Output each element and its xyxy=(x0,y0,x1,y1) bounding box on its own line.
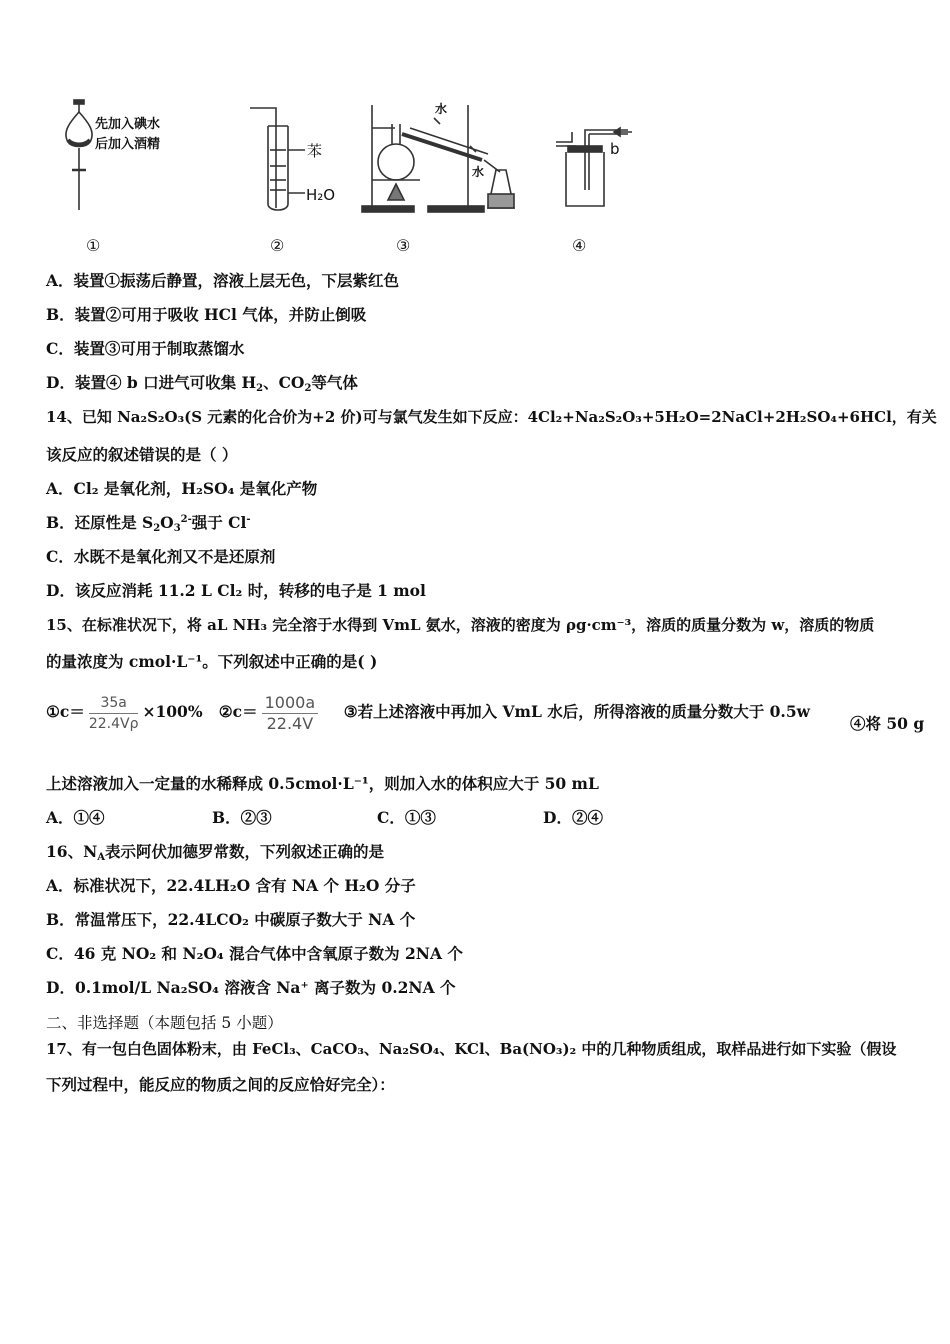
q15-s1-denominator: 22.4Vρ xyxy=(88,715,139,732)
funnel-text-2: 后加入酒精 xyxy=(95,137,161,152)
q15-s2-numerator: 1000a xyxy=(262,694,319,714)
q15-stem-line-3: 上述溶液加入一定量的水稀释成 0.5cmol·L⁻¹，则加入水的体积应大于 50 mL xyxy=(46,774,599,793)
q16-option-d: D．0.1mol/L Na₂SO₄ 溶液含 Na⁺ 离子数为 0.2NA 个 xyxy=(46,978,456,997)
q15-option-c: C．①③ xyxy=(377,808,436,827)
gas-bottle-drawing xyxy=(556,128,632,206)
test-tube-drawing xyxy=(250,108,305,210)
q15-s2-denominator: 22.4V xyxy=(266,713,314,733)
section-2-heading: 二、非选择题（本题包括 5 小题） xyxy=(46,1014,283,1032)
q15-s4: ④将 50 g xyxy=(850,714,925,733)
q13-option-b: B．装置②可用于吸收 HCl 气体，并防止倒吸 xyxy=(46,305,367,324)
q15-s2-fraction xyxy=(262,694,319,733)
q14-b-pre: B．还原性是 S xyxy=(46,513,154,532)
q15-s1-post: ×100% xyxy=(142,702,203,721)
q13-option-c: C．装置③可用于制取蒸馏水 xyxy=(46,339,245,358)
tube-label-benzene: 苯 xyxy=(307,142,323,160)
q15-stem-line-2: 的量浓度为 cmol·L⁻¹。下列叙述中正确的是( ) xyxy=(46,652,378,671)
distillation-apparatus-drawing xyxy=(362,105,514,212)
q15-option-b: B．②③ xyxy=(212,808,272,827)
water-label-top: 水 xyxy=(435,102,448,116)
q13-option-d: D．装置④ b 口进气可收集 $H_2$、$CO_2$等气体 xyxy=(46,373,358,394)
q14-option-d: D．该反应消耗 11.2 L Cl₂ 时，转移的电子是 1 mol xyxy=(46,581,426,600)
separatory-funnel-drawing xyxy=(66,100,92,210)
q15-s2-pre: ②c＝ xyxy=(218,702,258,721)
apparatus-label-1: ① xyxy=(86,236,101,255)
q15-s1-pre: ①c＝ xyxy=(46,702,85,721)
q14-option-c: C．水既不是氧化剂又不是还原剂 xyxy=(46,547,276,566)
q13-d-mid: 、CO xyxy=(263,373,305,392)
q15-s3: ③若上述溶液中再加入 VmL 水后，所得溶液的质量分数大于 0.5w xyxy=(343,702,810,721)
q15-statements xyxy=(46,690,810,734)
q16-option-b: B．常温常压下，22.4LCO₂ 中碳原子数大于 NA 个 xyxy=(46,910,416,929)
q13-d-pre: D．装置④ b 口进气可收集 H xyxy=(46,373,257,392)
q15-option-a: A．①④ xyxy=(46,808,105,827)
apparatus-label-2: ② xyxy=(270,236,285,255)
apparatus-label-4: ④ xyxy=(572,236,587,255)
apparatus-figure xyxy=(0,0,950,230)
tube-label-water: H₂O xyxy=(306,186,336,204)
q17-stem-line-1: 17、有一包白色固体粉末，由 FeCl₃、CaCO₃、Na₂SO₄、KCl、Ba(NO₃)₂ 中的几种物质组成，取样品进行如下实验（假设 xyxy=(46,1040,897,1058)
q15-options xyxy=(46,808,603,828)
q15-s1-numerator: 35a xyxy=(89,694,139,714)
q16-stem-pre: 16、N xyxy=(46,842,98,861)
q14-option-b: B．还原性是 $S_2O_3^{2-}$强于 Cl- xyxy=(46,513,251,534)
arrow-label-b: b xyxy=(610,140,620,158)
q16-option-c: C．46 克 NO₂ 和 N₂O₄ 混合气体中含氧原子数为 2NA 个 xyxy=(46,944,463,963)
q15-option-d: D．②④ xyxy=(543,808,603,827)
q14-stem-line-2: 该反应的叙述错误的是（ ） xyxy=(46,445,238,464)
q14-option-a: A．Cl₂ 是氧化剂，H₂SO₄ 是氧化产物 xyxy=(46,479,318,498)
q13-option-a: A．装置①振荡后静置，溶液上层无色，下层紫红色 xyxy=(46,271,400,290)
q16-stem-post: 表示阿伏加德罗常数，下列叙述正确的是 xyxy=(105,842,385,861)
q13-d-post: 等气体 xyxy=(311,373,358,392)
water-label-bottom: 水 xyxy=(472,165,485,179)
q16-stem: 16、$N_A$表示阿伏加德罗常数，下列叙述正确的是 xyxy=(46,842,385,863)
funnel-text-1: 先加入碘水 xyxy=(95,117,161,132)
q14-stem-line-1: 14、已知 Na₂S₂O₃(S 元素的化合价为+2 价)可与氯气发生如下反应：4Cl₂+Na₂S₂O₃+5H₂O=2NaCl+2H₂SO₄+6HCl，有关 xyxy=(46,408,937,426)
apparatus-label-3: ③ xyxy=(396,236,411,255)
q15-stem-line-1: 15、在标准状况下，将 aL NH₃ 完全溶于水得到 VmL 氨水，溶液的密度为 ρg·cm⁻³，溶质的质量分数为 w，溶质的物质 xyxy=(46,616,875,634)
q16-option-a: A．标准状况下，22.4LH₂O 含有 NA 个 H₂O 分子 xyxy=(46,876,416,895)
q17-stem-line-2: 下列过程中，能反应的物质之间的反应恰好完全）： xyxy=(46,1075,395,1094)
q15-s1-fraction xyxy=(89,694,139,733)
q14-b-post: 强于 Cl xyxy=(191,513,247,532)
